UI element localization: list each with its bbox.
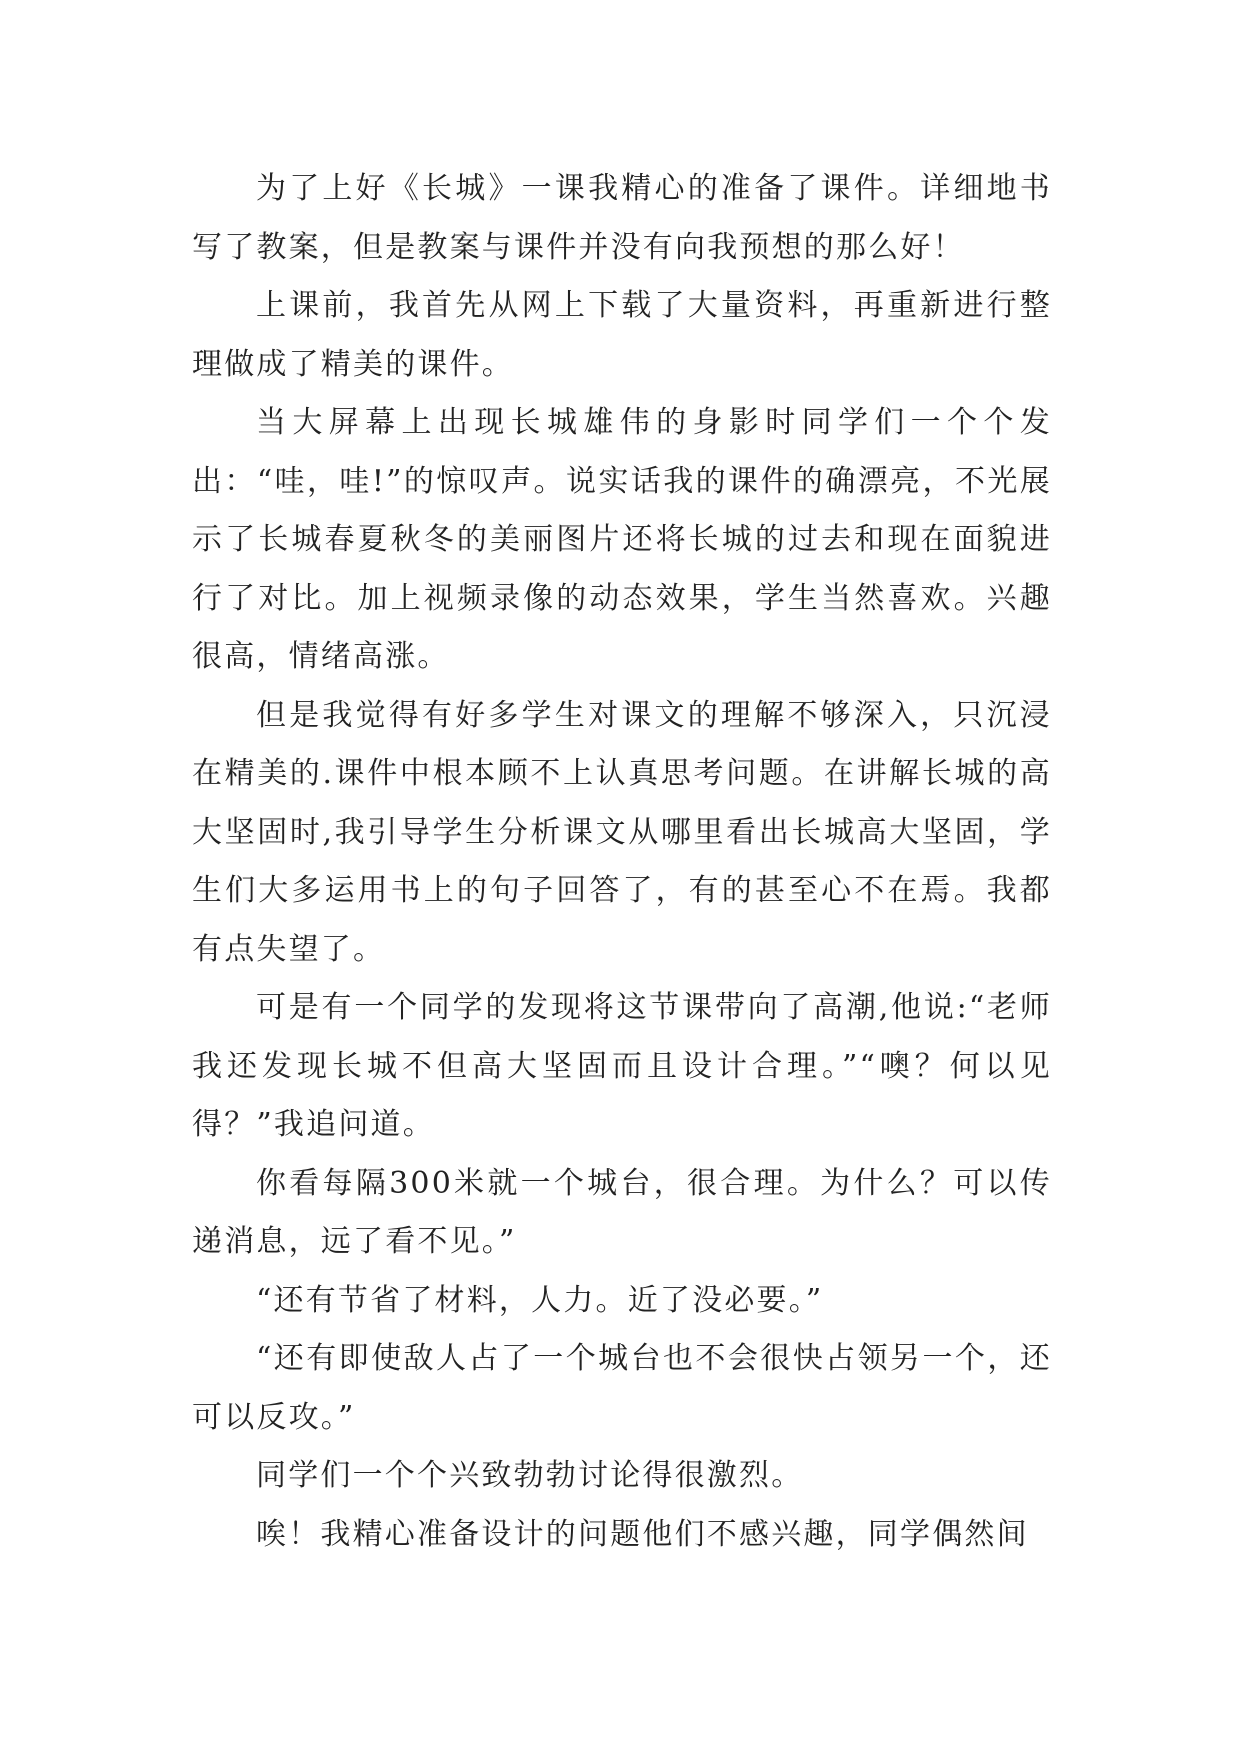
paragraph: “还有节省了材料，人力。近了没必要。” (256, 1282, 824, 1318)
paragraph: “还有即使敌人占了一个城台也不会很快占领另一个，还可以反攻。” (192, 1341, 1052, 1435)
paragraph: 为了上好《长城》一课我精心的准备了课件。详细地书写了教案，但是教案与课件并没有向我预想的那么好！ (192, 171, 1052, 265)
paragraph: 同学们一个个兴致勃勃讨论得很激烈。 (256, 1458, 804, 1493)
paragraph: 你看每隔300米就一个城台，很合理。为什么？可以传递消息，远了看不见。” (192, 1165, 1052, 1259)
paragraph: 上课前，我首先从网上下载了大量资料，再重新进行整理做成了精美的课件。 (192, 288, 1052, 382)
document-body (192, 160, 1052, 1564)
paragraph: 当大屏幕上出现长城雄伟的身影时同学们一个个发出：“哇，哇!”的惊叹声。说实话我的课件的确漂亮，不光展示了长城春夏秋冬的美丽图片还将长城的过去和现在面貌进行了对比。加上视频录像的动态效果，学生当然喜欢。兴趣很高，情绪高涨。 (192, 405, 1052, 674)
paragraph: 可是有一个同学的发现将这节课带向了高潮,他说:“老师我还发现长城不但高大坚固而且设计合理。”“噢？何以见得？”我追问道。 (192, 990, 1052, 1142)
paragraph: 但是我觉得有好多学生对课文的理解不够深入，只沉浸在精美的.课件中根本顾不上认真思考问题。在讲解长城的高大坚固时,我引导学生分析课文从哪里看出长城高大坚固，学生们大多运用书上的句子回答了，有的甚至心不在焉。我都有点失望了。 (192, 697, 1052, 967)
paragraph: 唉！我精心准备设计的问题他们不感兴趣，同学偶然间 (256, 1516, 1029, 1552)
